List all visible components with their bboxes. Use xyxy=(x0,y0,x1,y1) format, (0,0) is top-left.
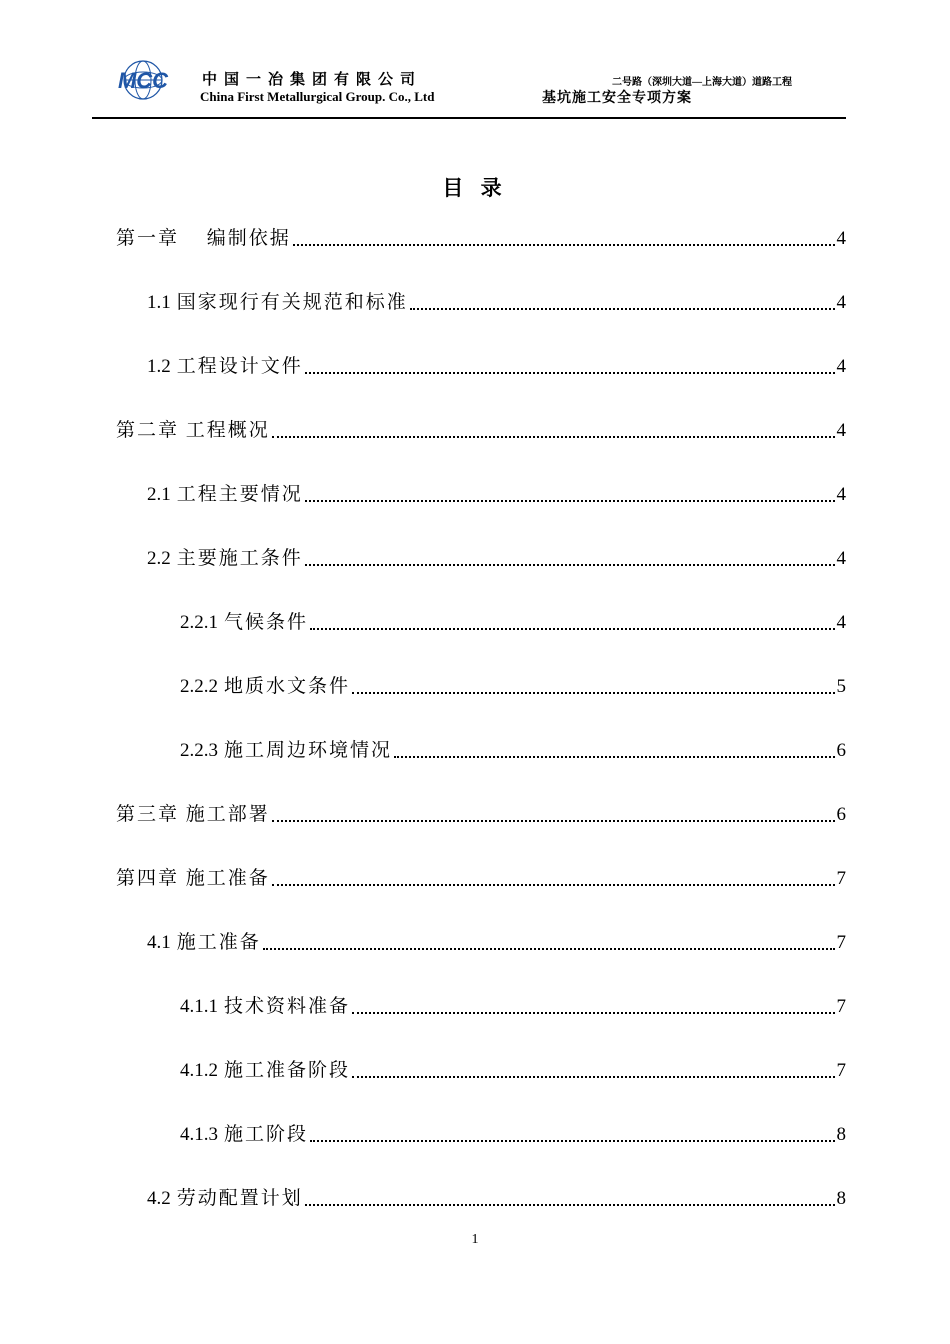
toc-entry[interactable] xyxy=(116,802,846,828)
toc-dot-leader xyxy=(305,564,835,566)
toc-entry-text: 劳动配置计划 xyxy=(176,1188,303,1209)
toc-entry-label xyxy=(180,1122,308,1148)
toc-entry-page: 4 xyxy=(836,420,846,441)
toc-dot-leader xyxy=(305,372,835,374)
toc-entry-page: 4 xyxy=(836,228,846,249)
toc-entry-label xyxy=(147,930,261,956)
toc-entry-label xyxy=(147,290,408,316)
toc-entry-number: 2.2.1 xyxy=(180,612,218,633)
toc-dot-leader xyxy=(352,1076,834,1078)
toc-entry-number: 2.1 xyxy=(147,484,171,505)
toc-entry-label xyxy=(180,1058,350,1084)
toc-entry[interactable] xyxy=(147,1186,846,1212)
toc-entry[interactable] xyxy=(147,930,846,956)
toc-entry[interactable] xyxy=(180,1122,846,1148)
toc-entry-text: 工程设计文件 xyxy=(176,356,303,377)
toc-entry-page: 5 xyxy=(836,676,846,697)
toc-entry-page: 4 xyxy=(836,356,846,377)
toc-entry-text: 施工准备 xyxy=(176,932,261,953)
toc-entry-page: 8 xyxy=(836,1188,846,1209)
toc-dot-leader xyxy=(394,756,834,758)
toc-entry[interactable] xyxy=(147,354,846,380)
toc-entry-page: 4 xyxy=(836,292,846,313)
toc-entry-number: 1.2 xyxy=(147,356,171,377)
toc-entry-label xyxy=(116,418,270,444)
toc-entry-label xyxy=(180,674,350,700)
toc-entry-page: 7 xyxy=(836,932,846,953)
project-name: 二号路（深圳大道—上海大道）道路工程 xyxy=(612,77,792,88)
toc-entry-text: 施工周边环境情况 xyxy=(224,740,393,761)
toc-entry-text: 第二章 工程概况 xyxy=(116,420,270,441)
toc-entry-label xyxy=(116,226,291,252)
toc-entry-text: 国家现行有关规范和标准 xyxy=(176,292,408,313)
toc-entry-text: 主要施工条件 xyxy=(176,548,303,569)
toc-dot-leader xyxy=(310,1140,834,1142)
toc-dot-leader xyxy=(293,244,835,246)
company-name-en: China First Metallurgical Group. Co., Ltd xyxy=(200,89,435,104)
toc-dot-leader xyxy=(272,820,835,822)
toc-dot-leader xyxy=(352,692,834,694)
toc-dot-leader xyxy=(272,436,835,438)
toc-dot-leader xyxy=(352,1012,834,1014)
toc-entry-number: 4.1.3 xyxy=(180,1124,218,1145)
toc-entry-page: 4 xyxy=(836,612,846,633)
toc-entry-number: 2.2 xyxy=(147,548,171,569)
document-title: 基坑施工安全专项方案 xyxy=(542,91,692,106)
toc-entry[interactable] xyxy=(180,738,846,764)
toc-entry-number: 1.1 xyxy=(147,292,171,313)
toc-entry-text: 工程主要情况 xyxy=(176,484,303,505)
toc-dot-leader xyxy=(263,948,835,950)
toc-entry[interactable] xyxy=(147,546,846,572)
toc-entry-page: 7 xyxy=(836,996,846,1017)
toc-dot-leader xyxy=(305,500,835,502)
toc-title: 目 录 xyxy=(442,176,508,200)
toc-entry-number: 2.2.3 xyxy=(180,740,218,761)
toc-entry-label xyxy=(180,738,392,764)
toc-entry-label xyxy=(180,610,308,636)
svg-text:MCC: MCC xyxy=(117,68,169,93)
toc-entry[interactable] xyxy=(180,674,846,700)
toc-dot-leader xyxy=(410,308,835,310)
toc-entry[interactable] xyxy=(180,994,846,1020)
toc-entry-page: 8 xyxy=(836,1124,846,1145)
toc-dot-leader xyxy=(310,628,834,630)
company-name-cn: 中国一冶集团有限公司 xyxy=(202,72,423,88)
toc-entry-page: 7 xyxy=(836,868,846,889)
page-number: 1 xyxy=(471,1232,479,1247)
toc-entry-number: 4.1 xyxy=(147,932,171,953)
toc-entry-label xyxy=(116,802,270,828)
toc-entry[interactable] xyxy=(147,482,846,508)
toc-entry-label xyxy=(147,354,303,380)
toc-dot-leader xyxy=(272,884,835,886)
toc-entry-label xyxy=(147,1186,303,1212)
toc-entry-text: 气候条件 xyxy=(224,612,309,633)
toc-entry-text: 施工准备阶段 xyxy=(224,1060,351,1081)
toc-entry-number: 4.2 xyxy=(147,1188,171,1209)
toc-entry-text: 技术资料准备 xyxy=(224,996,351,1017)
toc-entry-number: 4.1.2 xyxy=(180,1060,218,1081)
toc-entry-text: 第一章 编制依据 xyxy=(116,228,291,249)
toc-entry[interactable] xyxy=(147,290,846,316)
toc-entry-text: 第四章 施工准备 xyxy=(116,868,270,889)
toc-entry-page: 4 xyxy=(836,484,846,505)
toc-entry-page: 6 xyxy=(836,740,846,761)
toc-entry-label xyxy=(147,546,303,572)
toc-entry-number: 2.2.2 xyxy=(180,676,218,697)
toc-entry[interactable] xyxy=(180,1058,846,1084)
toc-entry-text: 第三章 施工部署 xyxy=(116,804,270,825)
toc-entry-text: 地质水文条件 xyxy=(224,676,351,697)
toc-entry-label xyxy=(116,866,270,892)
toc-entry-page: 4 xyxy=(836,548,846,569)
toc-entry[interactable] xyxy=(116,866,846,892)
toc-dot-leader xyxy=(305,1204,835,1206)
toc-entry-page: 6 xyxy=(836,804,846,825)
toc-entry[interactable] xyxy=(180,610,846,636)
toc-entry-number: 4.1.1 xyxy=(180,996,218,1017)
toc-entry[interactable] xyxy=(116,418,846,444)
toc-entry-text: 施工阶段 xyxy=(224,1124,309,1145)
toc-entry[interactable] xyxy=(116,226,846,252)
toc-entry-label xyxy=(147,482,303,508)
toc-entry-label xyxy=(180,994,350,1020)
toc-entry-page: 7 xyxy=(836,1060,846,1081)
